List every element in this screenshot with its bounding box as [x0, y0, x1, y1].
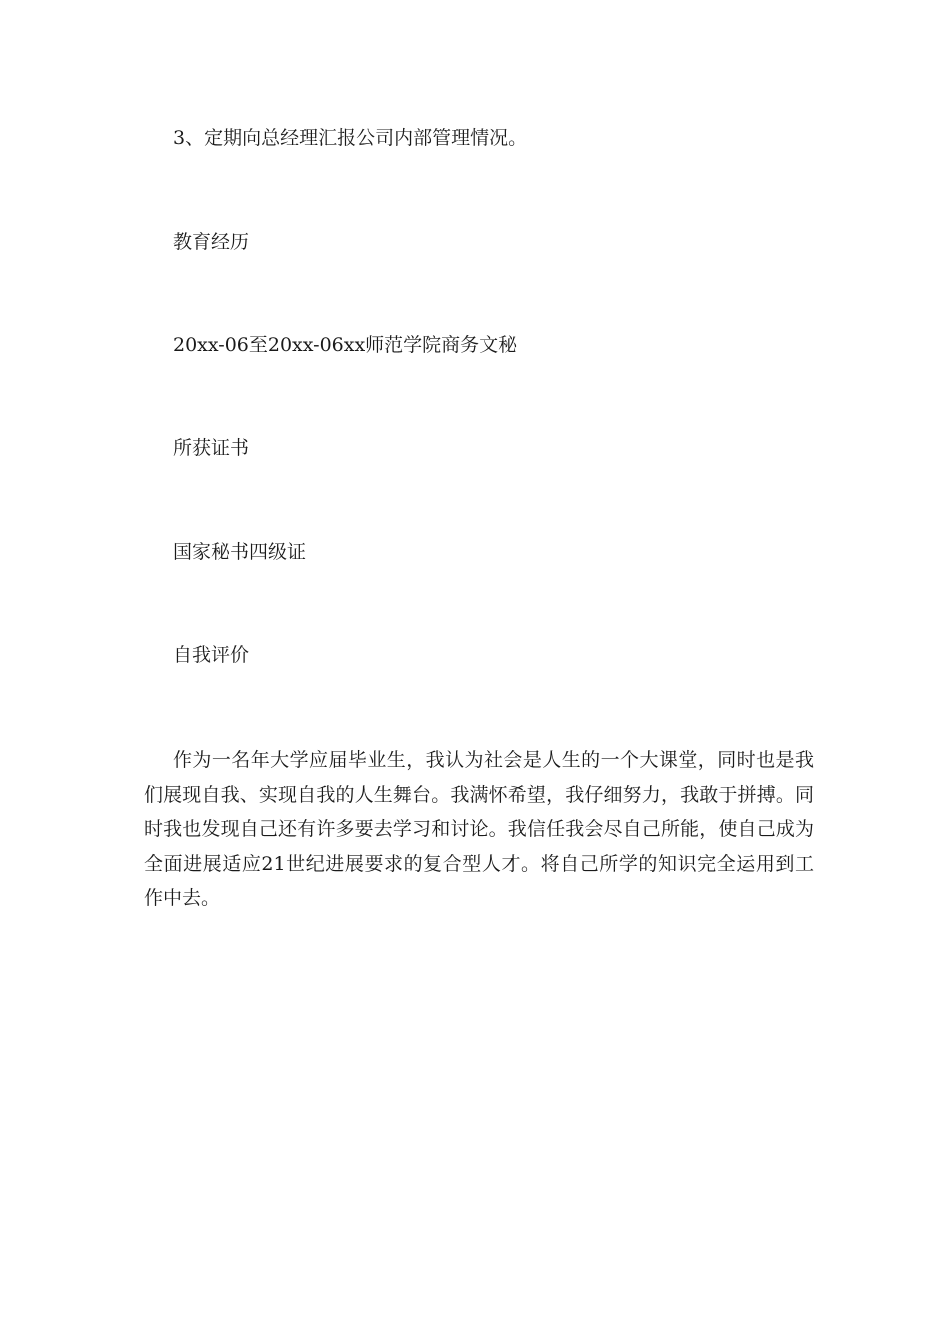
self-evaluation-heading: 自我评价 — [173, 644, 250, 666]
self-evaluation-paragraph: 作为一名年大学应届毕业生，我认为社会是人生的一个大课堂，同时也是我们展现自我、实现自我的人生舞台。我满怀希望，我仔细努力，我敢于拼搏。同时我也发现自己还有许多要去学习和讨论。我信任我会尽自己所能，使自己成为全面进展适应21世纪进展要求的复合型人才。将自己所学的知识完全运用到工作中去。 — [144, 749, 814, 909]
duty-item-3: 3、定期向总经理汇报公司内部管理情况。 — [173, 127, 528, 149]
certificates-heading: 所获证书 — [173, 437, 250, 459]
education-heading: 教育经历 — [173, 231, 250, 253]
education-entry: 20xx-06至20xx-06xx师范学院商务文秘 — [173, 334, 518, 356]
certificate-entry: 国家秘书四级证 — [173, 541, 307, 563]
